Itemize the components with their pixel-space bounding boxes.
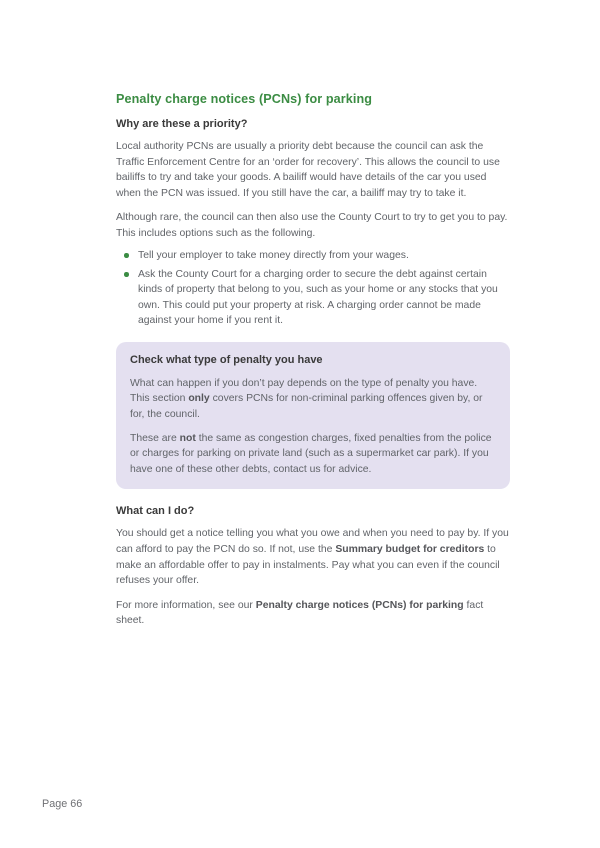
section-heading-why-priority: Why are these a priority?: [116, 118, 248, 130]
callout-heading: Check what type of penalty you have: [130, 354, 323, 367]
callout-paragraph-2: These are not the same as congestion charges, fixed penalties from the police or charges for parking on private land (such as a supermarket car park). If you have one of these other debts, contact us for advice.: [130, 432, 492, 475]
bullet-list: [116, 248, 510, 329]
paragraph-priority-2: Although rare, the council can then also use the County Court to try to get you to pay. This includes options such as the following.: [116, 212, 508, 239]
page-number: Page 66: [42, 798, 83, 810]
paragraph-priority-1: Local authority PCNs are usually a priority debt because the council can ask the Traffic Enforcement Centre for an ‘order for recovery’. This allows the council to use bailiffs to try and take your goods. A bailiff would have details of the car you used when the PCN was issued. If you still have the car, a bailiff may try to take it.: [116, 141, 500, 199]
callout-box: [116, 342, 510, 489]
article-content: [116, 92, 510, 638]
callout-paragraph-1: What can happen if you don’t pay depends on the type of penalty you have. This section only covers PCNs for non-criminal parking offences given by, or for, the council.: [130, 378, 483, 420]
article-title: Penalty charge notices (PCNs) for parking: [116, 92, 373, 106]
bullet-item-wages: Tell your employer to take money directly from your wages.: [138, 248, 510, 264]
paragraph-what-can-i-do-1: You should get a notice telling you what you owe and when you need to pay by. If you can afford to pay the PCN do so. If not, use the Summary budget for creditors to make an affordable offer to pay in instalments. Pay what you can even if the council refuses your offer.: [116, 528, 509, 587]
bullet-item-charging-order: Ask the County Court for a charging order to secure the debt against certain kinds of property that belong to you, such as your home or any stocks that you own. This could put your property at risk. A charging order cannot be made against your home if you rent it.: [138, 267, 510, 329]
section-heading-what-can-i-do: What can I do?: [116, 505, 195, 518]
paragraph-what-can-i-do-2: For more information, see our Penalty charge notices (PCNs) for parking fact sheet.: [116, 599, 484, 627]
